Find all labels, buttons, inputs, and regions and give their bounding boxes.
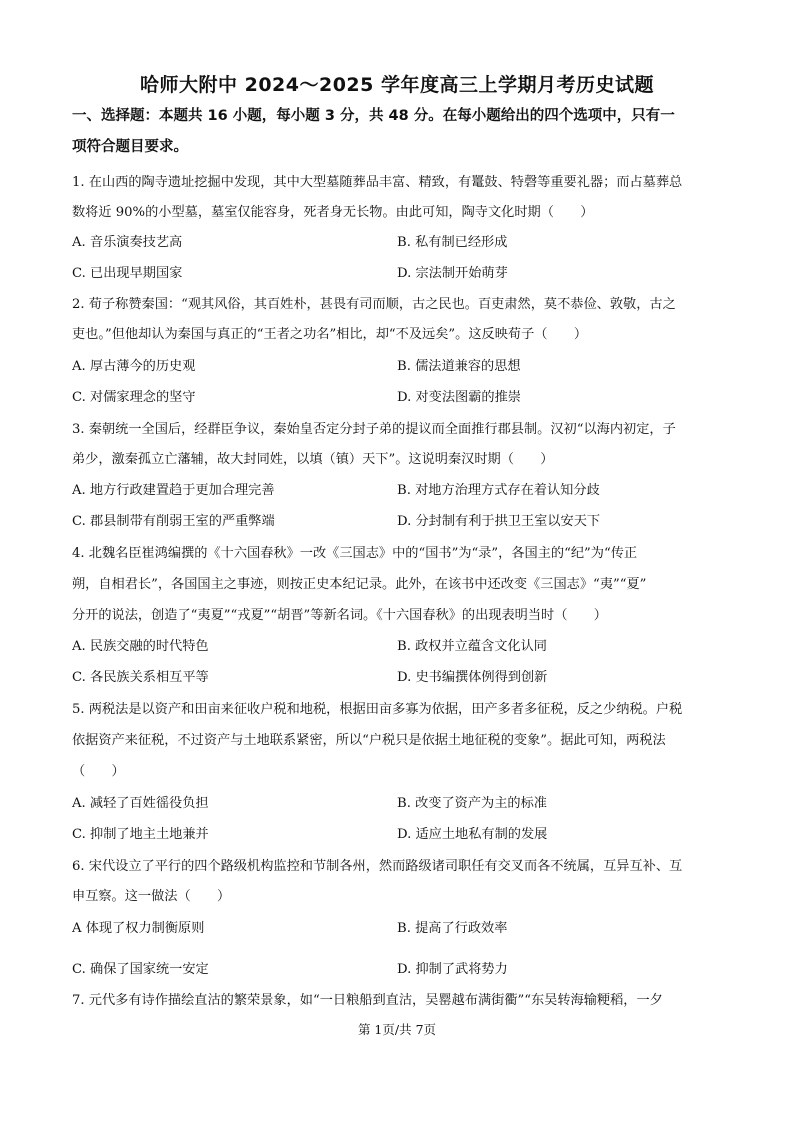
question-1-option-a: A. 音乐演奏技艺高 xyxy=(72,235,183,250)
question-2-option-a: A. 厚古薄今的历史观 xyxy=(72,359,196,374)
question-3-line-2: 弟少，激秦孤立亡藩辅，故大封同姓，以填（镇）天下”。这说明秦汉时期（ ） xyxy=(72,452,554,467)
page-footer: 第 1页/共 7页 xyxy=(357,1022,437,1037)
question-6-option-a: A 体现了权力制衡原则 xyxy=(72,921,205,936)
question-3-line-1: 3. 秦朝统一全国后，经群臣争议，秦始皇否定分封子弟的提议而全面推行郡县制。汉初“以海内初定，子 xyxy=(72,422,676,437)
question-7-line-1: 7. 元代多有诗作描绘直沽的繁荣景象，如“一日粮船到直沽，吴罂越布满街衢”“东吴转海输粳稻，一夕 xyxy=(72,993,663,1008)
question-6-line-2: 申互察。这一做法（ ） xyxy=(72,889,231,904)
question-1-line-1: 1. 在山西的陶寺遗址挖掘中发现，其中大型墓随葬品丰富、精致，有鼍鼓、特磬等重要礼器；而占墓葬总 xyxy=(72,175,683,190)
question-5-option-d: D. 适应土地私有制的发展 xyxy=(397,827,548,842)
question-5-line-2: 依据资产来征税，不过资产与土地联系紧密，所以“户税只是依据土地征税的变象”。据此可知，两税法 xyxy=(72,733,666,748)
question-3-option-a: A. 地方行政建置趋于更加合理完善 xyxy=(72,483,275,498)
question-1-line-2: 数将近 90%的小型墓，墓室仅能容身，死者身无长物。由此可知，陶寺文化时期（ ） xyxy=(72,205,594,220)
question-5-option-c: C. 抑制了地主土地兼并 xyxy=(72,827,209,842)
question-5-option-a: A. 减轻了百姓徭役负担 xyxy=(72,796,209,811)
question-5-line-3: （ ） xyxy=(72,764,125,779)
question-3-option-b: B. 对地方治理方式存在着认知分歧 xyxy=(397,483,600,498)
question-2-option-d: D. 对变法图霸的推崇 xyxy=(397,390,521,405)
question-6-option-c: C. 确保了国家统一安定 xyxy=(72,962,209,977)
question-6-option-d: D. 抑制了武将势力 xyxy=(397,962,508,977)
question-4-option-b: B. 政权并立蕴含文化认同 xyxy=(397,639,547,654)
question-2-line-2: 吏也。”但他却认为秦国与真正的“王者之功名”相比，却“不及远矣”。这反映荀子（ ） xyxy=(72,327,588,342)
question-2-option-b: B. 儒法道兼容的思想 xyxy=(397,359,521,374)
question-6-option-b: B. 提高了行政效率 xyxy=(397,921,508,936)
question-6-line-1: 6. 宋代设立了平行的四个路级机构监控和节制各州，然而路级诸司职任有交叉而各不统属，互异互补、互 xyxy=(72,859,683,874)
question-3-option-d: D. 分封制有利于拱卫王室以安天下 xyxy=(397,514,601,529)
question-1-option-d: D. 宗法制开始萌芽 xyxy=(397,266,508,281)
question-4-option-d: D. 史书编撰体例得到创新 xyxy=(397,670,548,685)
question-3-option-c: C. 郡县制带有削弱王室的严重弊端 xyxy=(72,514,275,529)
question-4-line-1: 4. 北魏名臣崔鸿编撰的《十六国春秋》一改《三国志》中的“国书”为“录”，各国主的“纪”为“传正 xyxy=(72,546,638,561)
page-title: 哈师大附中 2024～2025 学年度高三上学期月考历史试题 xyxy=(140,74,654,96)
question-5-line-1: 5. 两税法是以资产和田亩来征收户税和地税，根据田亩多寡为依据，田产多者多征税，反之少纳税。户税 xyxy=(72,702,683,717)
question-4-line-3: 分开的说法，创造了“夷夏”“戎夏”“胡晋”等新名词。《十六国春秋》的出现表明当时（ ） xyxy=(72,608,607,623)
question-2-line-1: 2. 荀子称赞秦国：“观其风俗，其百姓朴，甚畏有司而顺，古之民也。百吏肃然，莫不恭俭、敦敬，古之 xyxy=(72,297,676,312)
question-1-option-b: B. 私有制已经形成 xyxy=(397,235,508,250)
question-4-option-c: C. 各民族关系相互平等 xyxy=(72,670,209,685)
question-1-option-c: C. 已出现早期国家 xyxy=(72,266,183,281)
question-2-option-c: C. 对儒家理念的坚守 xyxy=(72,390,196,405)
question-4-line-2: 朔，自相君长”，各国国主之事迹，则按正史本纪记录。此外，在该书中还改变《三国志》“夷”“夏” xyxy=(72,577,647,592)
question-5-option-b: B. 改变了资产为主的标准 xyxy=(397,796,547,811)
question-4-option-a: A. 民族交融的时代特色 xyxy=(72,639,209,654)
section-heading-line-1: 一、选择题：本题共 16 小题，每小题 3 分，共 48 分。在每小题给出的四个选项中，只有一 xyxy=(72,108,675,124)
section-heading-line-2: 项符合题目要求。 xyxy=(72,139,188,155)
